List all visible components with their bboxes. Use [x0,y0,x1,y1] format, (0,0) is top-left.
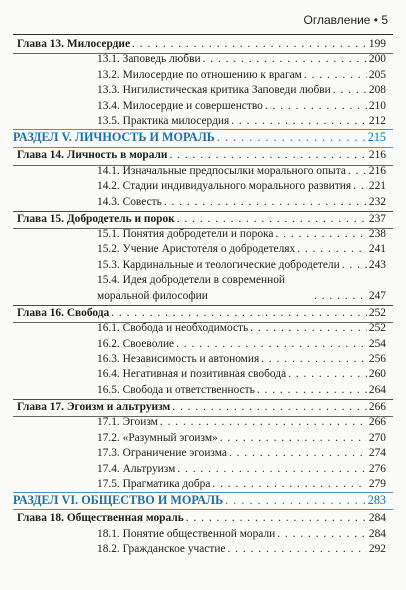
dot-leader [265,99,367,114]
toc-entry-title: 17.2. «Разумный эгоизм» [97,431,218,444]
toc-entry-15-1[interactable] [0,227,406,242]
toc-chapter-title: Глава 18. Общественная мораль [17,512,184,525]
dot-leader [160,415,367,430]
toc-entry-title: 13.1. Заповедь любви [97,53,201,66]
dot-leader [277,527,367,542]
toc-entry-16-2[interactable] [0,337,406,352]
dot-leader [164,195,367,210]
toc-section-5[interactable] [0,130,406,145]
page-number: 256 [368,352,386,365]
dot-leader [217,130,366,145]
page-number: 266 [368,416,386,429]
running-header: Оглавление • 5 [303,13,388,27]
toc-entry-17-1[interactable] [0,415,406,430]
toc-entry-13-3[interactable] [0,83,406,98]
toc-entry-title: 13.2. Милосердие по отношению к врагам [97,68,302,81]
page-number: 216 [368,164,386,177]
page-number: 232 [368,195,386,208]
toc-entry-title: 13.5. Практика милосердия [97,115,230,127]
page-number: 205 [368,68,386,81]
page-number: 208 [368,84,386,97]
dot-leader [348,164,367,179]
dot-leader [261,352,367,367]
toc-section-title: РАЗДЕЛ V. ЛИЧНОСТЬ И МОРАЛЬ [13,130,215,145]
page-number: 243 [368,258,386,271]
toc-entry-14-2[interactable] [0,179,406,194]
page-number: 252 [368,322,386,335]
toc-entry-title: 17.4. Альтруизм [97,462,176,475]
toc-chapter-title: Глава 15. Добродетель и порок [17,212,175,225]
dot-leader [176,337,367,352]
toc-chapter-17[interactable] [0,400,406,415]
toc-entry-17-3[interactable] [0,446,406,461]
page-number: 247 [368,289,386,302]
toc-chapter-16[interactable] [0,306,406,321]
toc-entry-title: 16.2. Своеволие [97,337,175,350]
page-number: 200 [368,53,386,66]
toc-chapter-title: Глава 14. Личность в морали [17,149,168,162]
dot-leader [172,400,367,415]
toc-entry-title: 16.5. Свобода и ответственность [97,383,255,396]
toc-entry-title: 16.4. Негативная и позитивная свобода [97,368,287,381]
toc-chapter-title: Глава 16. Свобода [17,306,110,319]
toc-entry-15-2[interactable] [0,242,406,257]
toc-entry-title: 15.3. Кардинальные и теологические добродетели [97,258,340,271]
dot-leader [231,114,367,129]
page-number: 284 [368,527,386,540]
page-number: 270 [368,431,386,444]
toc-entry-18-2[interactable] [0,542,406,557]
toc-entry-14-3[interactable] [0,195,406,210]
dot-leader [250,321,367,336]
toc-entry-title: 13.4. Милосердие и совершенство [97,99,263,112]
page-number: 283 [367,493,386,508]
page-number: 221 [368,180,386,193]
page-number: 241 [368,243,386,256]
toc-entry-13-4[interactable] [0,99,406,114]
toc-entry-14-1[interactable] [0,164,406,179]
dot-leader [229,446,367,461]
toc-entry-title: 16.1. Свобода и необходимость [97,322,249,335]
toc-entry-title: 15.1. Понятия добродетели и порока [97,228,274,240]
toc-entry-title: 14.2. Стадии индивидуального морального развития [97,180,352,193]
dot-leader [225,493,366,508]
dot-leader [342,258,367,273]
dot-leader [111,306,367,321]
dot-leader [212,477,367,492]
page-number: 260 [368,368,386,381]
toc-entry-16-5[interactable] [0,383,406,398]
dot-leader [275,227,366,242]
dot-leader [297,242,367,257]
dot-leader [227,542,366,557]
toc-chapter-title: Глава 13. Милосердие [17,38,131,50]
page-number: 210 [368,99,386,112]
toc-entry-17-5[interactable] [0,477,406,492]
toc-entry-title: 17.3. Ограничение эгоизма [97,447,227,460]
page-number: 292 [368,542,386,555]
toc-entry-15-3[interactable] [0,258,406,273]
dot-leader [177,212,367,227]
page-number: 284 [368,512,386,525]
page-number: 215 [367,130,386,145]
dot-leader [220,431,367,446]
toc-chapter-18[interactable] [0,511,406,526]
page-number: 274 [368,447,386,460]
dot-leader [257,383,367,398]
toc-entry-16-3[interactable] [0,352,406,367]
toc-entry-title: 13.3. Нигилистическая критика Заповеди любви [97,84,331,97]
toc-section-title: РАЗДЕЛ VI. ОБЩЕСТВО И МОРАЛЬ [13,493,224,508]
toc-entry-13-1[interactable] [0,52,406,67]
dot-leader [186,511,367,526]
page-number: 238 [368,228,386,240]
toc-entry-title: 17.5. Прагматика добра [97,477,211,490]
page-number: 279 [368,477,386,490]
page-number: 199 [368,38,386,50]
toc-entry-18-1[interactable] [0,527,406,542]
dot-leader [314,289,367,304]
toc-entry-16-1[interactable] [0,321,406,336]
dot-leader [304,68,367,83]
toc-entry-15-4[interactable] [0,273,406,304]
page-number: 266 [368,400,386,413]
dot-leader [132,37,367,52]
page-number: 212 [368,115,386,127]
header-rule [13,34,393,35]
toc-chapter-14[interactable] [0,148,406,163]
page-number: 254 [368,337,386,350]
toc-chapter-title: Глава 17. Эгоизм и альтруизм [17,400,171,413]
toc-entry-title: 14.3. Совесть [97,195,162,208]
toc-entry-title: 16.3. Независимость и автономия [97,352,260,365]
dot-leader [288,367,367,382]
toc-entry-17-2[interactable] [0,431,406,446]
dot-leader [203,52,367,67]
toc-entry-title: 18.2. Гражданское участие [97,542,226,555]
toc-entry-13-2[interactable] [0,68,406,83]
page-number: 252 [368,306,386,319]
toc-entry-title: 18.1. Понятие общественной морали [97,527,276,540]
page-number: 237 [368,212,386,225]
page-number: 264 [368,383,386,396]
toc-entry-title: 14.1. Изначальные предпосылки морального опыта [97,164,346,177]
toc-entry-17-4[interactable] [0,462,406,477]
toc-entry-16-4[interactable] [0,367,406,382]
page-number: 276 [368,462,386,475]
toc-entry-title: 15.2. Учение Аристотеля о добродетелях [97,243,296,256]
toc-entry-title: 15.4. Идея добродетели в современной моральной философии [97,274,286,302]
dot-leader [169,148,366,163]
toc-chapter-15[interactable] [0,212,406,227]
page-number: 216 [368,149,386,162]
toc-entry-13-5[interactable] [0,114,406,129]
dot-leader [353,179,367,194]
toc-chapter-13[interactable] [0,37,406,52]
dot-leader [177,462,367,477]
dot-leader [333,83,367,98]
toc-entry-title: 17.1. Эгоизм [97,416,158,429]
toc-section-6[interactable] [0,493,406,508]
